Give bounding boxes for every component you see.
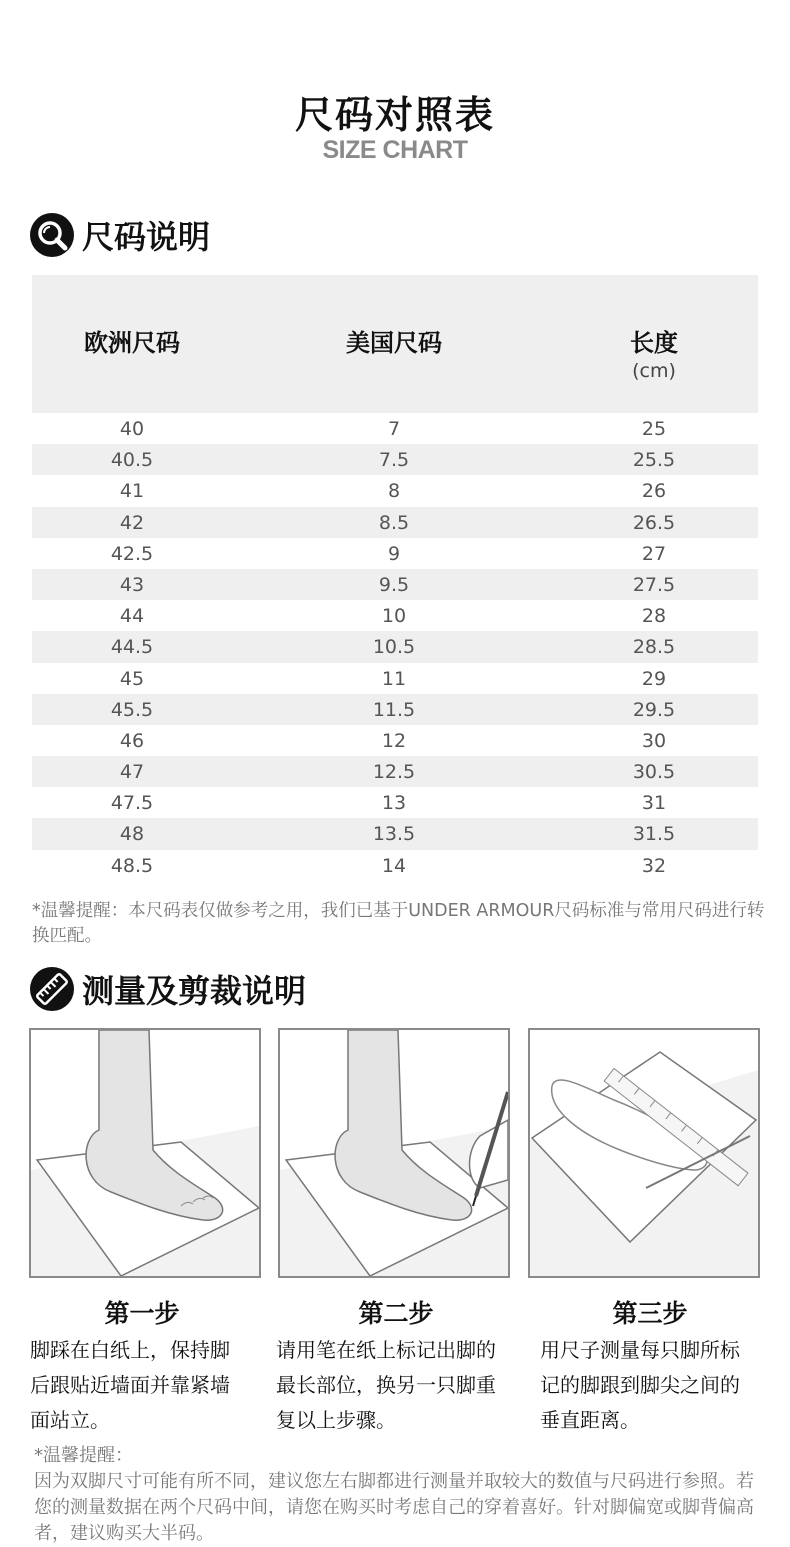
eu-size-cell: 45 [119,667,145,690]
length-cell: 26.5 [632,511,676,534]
eu-size-cell: 45.5 [110,698,154,721]
column-header-length: 长度 (cm) [554,323,754,382]
table-row [32,663,758,694]
size-table [32,275,758,881]
length-cell: 31.5 [632,823,676,846]
size-note: *温馨提醒：本尺码表仅做参考之用，我们已基于UNDER ARMOUR尺码标准与常用尺码进行转换匹配。 [32,901,765,946]
measure-note-text: 因为双脚尺寸可能有所不同，建议您左右脚都进行测量并取较大的数值与尺码进行参照。若您的测量数据在两个尺码中间，请您在购买时考虑自己的穿着喜好。针对脚偏宽或脚背偏高者，建议购买大半码。 [34,1471,754,1544]
eu-size-cell: 42.5 [110,542,154,565]
eu-size-cell: 43 [119,573,145,596]
eu-size-cell: 44.5 [110,636,154,659]
eu-size-cell: 41 [119,480,145,503]
eu-size-cell: 44 [119,605,145,628]
length-cell: 25 [641,418,667,440]
length-cell: 30.5 [632,761,676,784]
step3-illustration [528,1028,760,1278]
eu-size-cell: 40.5 [110,449,154,472]
us-size-cell: 9.5 [378,573,410,596]
us-size-cell: 12.5 [372,761,416,784]
ruler-icon [30,967,74,1011]
table-row [32,631,758,662]
page-title: 尺码对照表 [294,93,495,137]
eu-size-cell: 42 [119,511,145,534]
measure-note [34,1443,764,1547]
step1-illustration [29,1028,261,1278]
length-cell: 25.5 [632,449,676,472]
us-size-cell: 12 [381,729,407,752]
us-size-cell: 13.5 [372,823,416,846]
length-cell: 28 [641,605,667,628]
eu-size-cell: 40 [119,418,145,440]
step2-title: 第二步 [358,1299,434,1328]
table-row [32,787,758,818]
us-size-cell: 11 [381,667,407,690]
us-size-cell: 7 [387,418,401,440]
us-size-cell: 11.5 [372,698,416,721]
us-size-cell: 14 [381,854,407,877]
eu-size-cell: 47 [119,761,145,784]
measure-section-header [30,966,306,1012]
us-size-cell: 10 [381,605,407,628]
table-row [32,694,758,725]
eu-size-cell: 48.5 [110,854,154,877]
us-size-cell: 10.5 [372,636,416,659]
column-header-eu: 欧洲尺码 [84,329,180,357]
measure-section-title: 测量及剪裁说明 [82,972,307,1010]
size-section-title: 尺码说明 [82,218,211,256]
size-section-header [30,212,210,258]
eu-size-cell: 46 [119,729,145,752]
step2-illustration [278,1028,510,1278]
table-row [32,569,758,600]
step3-text: 用尺子测量每只脚所标记的脚跟到脚尖之间的垂直距离。 [540,1338,740,1432]
us-size-cell: 9 [387,542,401,565]
step1-text: 脚踩在白纸上，保持脚后跟贴近墙面并靠紧墙面站立。 [30,1338,230,1432]
us-size-cell: 8 [387,480,401,503]
table-row [32,818,758,849]
table-header [32,275,758,413]
table-row [32,725,758,756]
table-row [32,475,758,506]
table-row [32,413,758,444]
table-row [32,756,758,787]
length-cell: 29 [641,667,667,690]
step3-title: 第三步 [612,1299,688,1328]
us-size-cell: 7.5 [378,449,410,472]
column-header-us: 美国尺码 [346,329,442,357]
table-row [32,444,758,475]
table-row [32,850,758,881]
eu-size-cell: 48 [119,823,145,846]
length-cell: 31 [641,792,667,815]
length-cell: 29.5 [632,698,676,721]
step1-title: 第一步 [104,1299,180,1328]
length-cell: 27 [641,542,667,565]
measure-note-title: *温馨提醒： [34,1445,133,1466]
column-unit: (cm) [632,360,676,382]
us-size-cell: 8.5 [378,511,410,534]
length-cell: 32 [641,854,667,877]
table-row [32,507,758,538]
length-cell: 27.5 [632,573,676,596]
table-row [32,538,758,569]
table-row [32,600,758,631]
us-size-cell: 13 [381,792,407,815]
page-subtitle: SIZE CHART [322,136,468,164]
magnifier-icon [30,213,74,257]
length-cell: 28.5 [632,636,676,659]
length-cell: 26 [641,480,667,503]
table-body [32,413,758,881]
length-cell: 30 [641,729,667,752]
eu-size-cell: 47.5 [110,792,154,815]
step2-text: 请用笔在纸上标记出脚的最长部位，换另一只脚重复以上步骤。 [276,1338,496,1432]
